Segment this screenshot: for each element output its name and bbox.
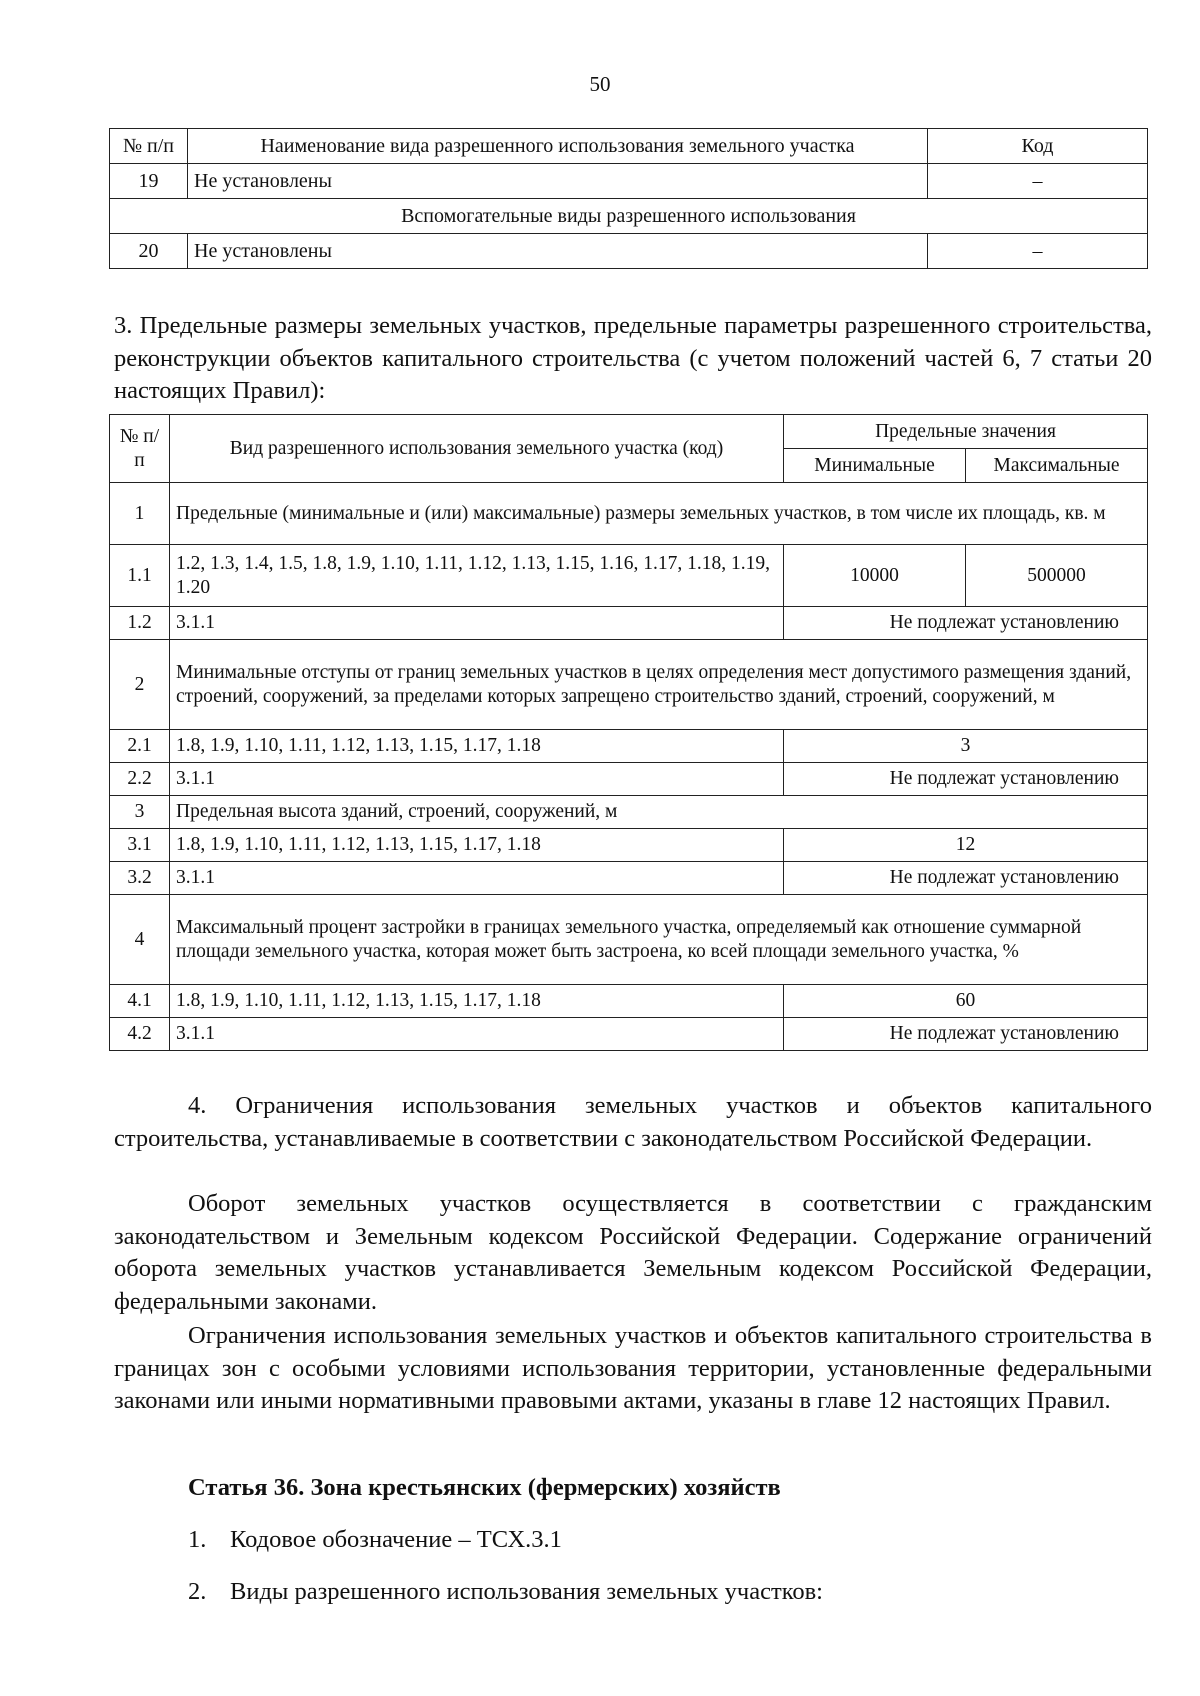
row-value: 3 <box>784 730 1148 763</box>
table-row <box>110 483 1148 545</box>
table-row <box>110 640 1148 730</box>
row-min: 10000 <box>784 545 966 607</box>
row-num: 1.2 <box>110 607 170 640</box>
paragraph-4 <box>114 1090 1152 1155</box>
row-code: – <box>928 164 1148 199</box>
row-codes: 1.8, 1.9, 1.10, 1.11, 1.12, 1.13, 1.15, 1.17, 1.18 <box>170 829 784 862</box>
row-num: 20 <box>110 234 188 269</box>
paragraph-3: 3. Предельные размеры земельных участков, предельные параметры разрешенного строительства, реконструкции объектов капитального строительства (с учетом положений частей 6, 7 статьи 20 настоящих Правил): <box>114 312 1152 404</box>
row-value: Не подлежат установлению <box>784 1018 1148 1051</box>
row-value: Не подлежат установлению <box>784 763 1148 796</box>
limits-table <box>109 414 1148 1051</box>
paragraph-5-text: Оборот земельных участков осуществляется в соответствии с гражданским законодательством и Земельным кодексом Российской Федерации. Содержание ограничений оборота земельных участков устанавливается Земельным кодексом Российской Федерации, федеральными законами. <box>114 1190 1152 1315</box>
table-row <box>110 829 1148 862</box>
row-codes: 1.8, 1.9, 1.10, 1.11, 1.12, 1.13, 1.15, 1.17, 1.18 <box>170 985 784 1018</box>
row-num: 4.2 <box>110 1018 170 1051</box>
row-text: Предельные (минимальные и (или) максимальные) размеры земельных участков, в том числе их площадь, кв. м <box>170 483 1148 545</box>
row-num: 3 <box>110 796 170 829</box>
row-codes: 3.1.1 <box>170 1018 784 1051</box>
row-num: 4 <box>110 895 170 985</box>
row-codes: 3.1.1 <box>170 607 784 640</box>
row-max: 500000 <box>966 545 1148 607</box>
row-text: Предельная высота зданий, строений, сооружений, м <box>170 796 1148 829</box>
row-codes: 3.1.1 <box>170 862 784 895</box>
page-number: 50 <box>589 72 611 96</box>
paragraph-6-text: Ограничения использования земельных участков и объектов капитального строительства в границах зон с особыми условиями использования территории, установленные федеральными законами или иными нормативными правовыми актами, указаны в главе 12 настоящих Правил. <box>114 1322 1152 1414</box>
table-row <box>110 796 1148 829</box>
row-text: Максимальный процент застройки в границах земельного участка, определяемый как отношение суммарной площади земельного участка, которая может быть застроена, ко всей площади земельного участка, % <box>170 895 1148 985</box>
row-num: 4.1 <box>110 985 170 1018</box>
row-value: 12 <box>784 829 1148 862</box>
row-num: 19 <box>110 164 188 199</box>
row-num: 2 <box>110 640 170 730</box>
header-min: Минимальные <box>784 449 966 483</box>
table-row <box>110 763 1148 796</box>
row-num: 1.1 <box>110 545 170 607</box>
table-row <box>110 895 1148 985</box>
row-num: 2.1 <box>110 730 170 763</box>
table-row <box>110 234 1148 269</box>
table-row <box>110 164 1148 199</box>
row-text: Минимальные отступы от границ земельных участков в целях определения мест допустимого размещения зданий, строений, сооружений, за пределами которых запрещено строительство зданий, строений, сооружений, м <box>170 640 1148 730</box>
table-row <box>110 730 1148 763</box>
list-item-text: Виды разрешенного использования земельных участков: <box>230 1578 823 1605</box>
list-item-number: 2. <box>188 1578 207 1605</box>
row-codes: 1.8, 1.9, 1.10, 1.11, 1.12, 1.13, 1.15, 1.17, 1.18 <box>170 730 784 763</box>
header-num: № п/п <box>110 415 170 483</box>
row-codes: 1.2, 1.3, 1.4, 1.5, 1.8, 1.9, 1.10, 1.11, 1.12, 1.13, 1.15, 1.16, 1.17, 1.18, 1.19, 1.20 <box>170 545 784 607</box>
table-header-row <box>110 129 1148 164</box>
row-name: Не установлены <box>188 164 928 199</box>
header-code: Код <box>928 129 1148 164</box>
list-item-number: 1. <box>188 1526 207 1553</box>
list-item <box>188 1578 823 1606</box>
header-kind: Вид разрешенного использования земельного участка (код) <box>170 415 784 483</box>
header-limits: Предельные значения <box>784 415 1148 449</box>
subheader: Вспомогательные виды разрешенного использования <box>110 199 1148 234</box>
table-row <box>110 862 1148 895</box>
header-max: Максимальные <box>966 449 1148 483</box>
article-heading: Статья 36. Зона крестьянских (фермерских) хозяйств <box>188 1474 781 1501</box>
row-num: 3.1 <box>110 829 170 862</box>
row-num: 2.2 <box>110 763 170 796</box>
table-row <box>110 985 1148 1018</box>
header-num: № п/п <box>110 129 188 164</box>
row-code: – <box>928 234 1148 269</box>
table-row <box>110 607 1148 640</box>
paragraph-5 <box>114 1188 1152 1318</box>
row-value: 60 <box>784 985 1148 1018</box>
row-name: Не установлены <box>188 234 928 269</box>
row-codes: 3.1.1 <box>170 763 784 796</box>
row-value: Не подлежат установлению <box>784 607 1148 640</box>
table-subheader-row <box>110 199 1148 234</box>
table-row <box>110 545 1148 607</box>
permitted-use-table <box>109 128 1148 269</box>
table-header-row <box>110 415 1148 449</box>
header-name: Наименование вида разрешенного использования земельного участка <box>188 129 928 164</box>
list-item <box>188 1526 562 1554</box>
paragraph-4-text: 4. Ограничения использования земельных участков и объектов капитального строительства, устанавливаемые в соответствии с законодательством Российской Федерации. <box>114 1092 1152 1152</box>
row-num: 3.2 <box>110 862 170 895</box>
table-row <box>110 1018 1148 1051</box>
row-value: Не подлежат установлению <box>784 862 1148 895</box>
list-item-text: Кодовое обозначение – ТСХ.3.1 <box>230 1526 562 1553</box>
row-num: 1 <box>110 483 170 545</box>
paragraph-6 <box>114 1320 1152 1418</box>
